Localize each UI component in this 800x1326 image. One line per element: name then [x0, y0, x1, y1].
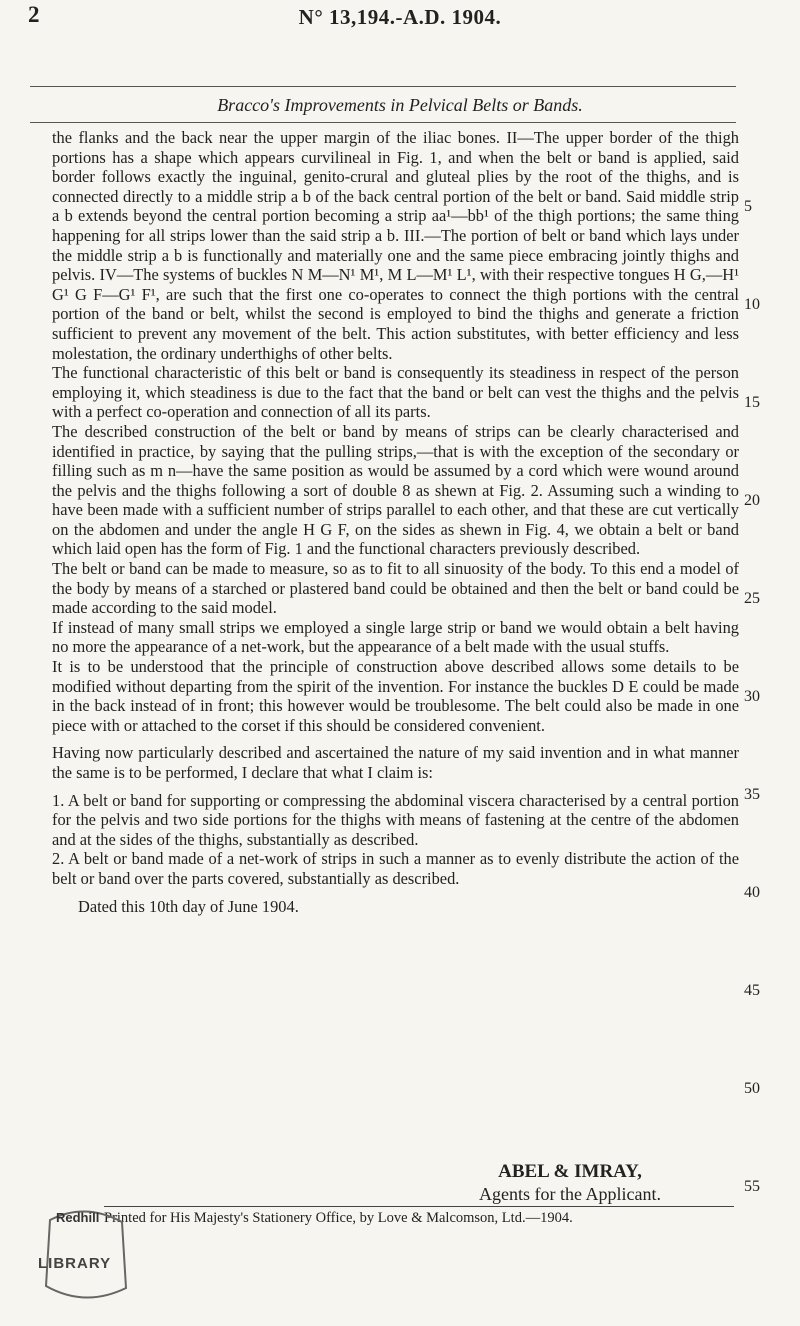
claim-intro: Having now particularly described and ascertained the nature of my said invention and in what manner the same is to be performed, I declare that what I claim is: — [52, 743, 739, 782]
stamp-library: LIBRARY — [38, 1255, 112, 1272]
line-number: 55 — [744, 1178, 760, 1195]
patent-number: N° 13,194.-A.D. 1904. — [298, 5, 502, 29]
running-title: Bracco's Improvements in Pelvical Belts or Bands. — [217, 95, 583, 115]
paragraph: If instead of many small strips we employed a single large strip or band we would obtain a belt having no more the appearance of a net-work, but the appearance of a belt made with the usual stuffs. — [52, 617, 739, 657]
printer-imprint: Printed for His Majesty's Stationery Office, by Love & Malcomson, Ltd.—1904. — [104, 1210, 573, 1226]
agent-signature — [420, 1161, 720, 1205]
claim-1: 1. A belt or band for supporting or compressing the abdominal viscera characterised by a central portion for the pelvis and two side portions for the thighs with means of fastening at the centre of the abdomen and at the sides of the thighs, substantially as described. — [52, 790, 739, 849]
claim-2: 2. A belt or band made of a net-work of strips in such a manner as to evenly distribute the action of the belt or band over the parts covered, substantially as described. — [52, 849, 739, 888]
header-rule — [30, 86, 736, 87]
line-number: 20 — [744, 492, 760, 509]
agent-name: ABEL & IMRAY, — [498, 1161, 642, 1182]
date-line: Dated this 10th day of June 1904. — [78, 896, 299, 916]
footer-rule — [104, 1206, 734, 1207]
line-number: 5 — [744, 198, 752, 215]
paragraph: the flanks and the back near the upper margin of the iliac bones. II—The upper border of the thigh portions has a shape which appears curvilineal in Fig. 1, and when the belt or band is applied, said border follows exactly the inguinal, genito-crural and gluteal plies by the root of the thighs, and is connected directly to a middle strip a b of the back central portion of the belt or band. Said middle strip a b extends beyond the central portion becoming a strip aa¹—bb¹ of the thigh portions; the same thing happening for all strips lower than the said strip a b. III.—The portion of belt or band which lays under the middle strip a b is functionally and materially one and the same piece embracing jointly thighs and pelvis. IV—The systems of buckles N M—N¹ M¹, M L—M¹ L¹, with their respective tongues H G,—H¹ G¹ G F—G¹ F¹, are such that the first one co-operates to connect the thigh portions with the central portion of the band or belt, whilst the second is employed to bind the thighs and generate a friction sufficient to prevent any movement of the belt. This action substitutes, with better efficiency and less molestation, the ordinary underthighs of other belts. — [52, 128, 739, 363]
paragraph: The belt or band can be made to measure, so as to fit to all sinuosity of the body. To this end a model of the body by means of a starched or plastered band could be obtained and then the belt or band could be made according to the said model. — [52, 559, 739, 618]
line-number: 15 — [744, 394, 760, 411]
paragraph: The functional characteristic of this belt or band is consequently its steadiness in respect of the person employing it, which steadiness is due to the fact that the band or belt can vest the thighs and the pelvis with a perfect co-operation and connection of all its parts. — [52, 363, 739, 422]
stamp-text: Redhill — [56, 1210, 100, 1225]
line-number: 30 — [744, 688, 760, 705]
page-number: 2 — [28, 2, 40, 27]
agent-role: Agents for the Applicant. — [479, 1184, 661, 1204]
line-number: 35 — [744, 786, 760, 803]
paragraph: It is to be understood that the principle of construction above described allows some details to be modified without departing from the spirit of the invention. For instance the buckles D E could be made in the back instead of in front; this however would be troublesome. The belt could also be made in one piece with or attached to the corset if this should be considered convenient. — [52, 657, 739, 735]
line-number: 40 — [744, 884, 760, 901]
title-rule — [30, 122, 736, 123]
specification-text — [52, 128, 739, 916]
line-number: 45 — [744, 982, 760, 999]
line-number: 50 — [744, 1080, 760, 1097]
line-number: 25 — [744, 590, 760, 607]
paragraph: The described construction of the belt or band by means of strips can be clearly characterised and identified in practice, by saying that the pulling strips,—that is with the exception of the secondary or filling such as m n—have the same position as would be assumed by a cord which were wound around the pelvis and the thighs following a sort of double 8 as shewn at Fig. 2. Assuming such a winding to have been made with a sufficient number of strips parallel to each other, and that these are cut vertically on the abdomen and under the angle H G F, on the sides as shewn in Fig. 4, we obtain a belt or band which laid open has the form of Fig. 1 and the functional characters previously described. — [52, 421, 739, 559]
line-number: 10 — [744, 296, 760, 313]
